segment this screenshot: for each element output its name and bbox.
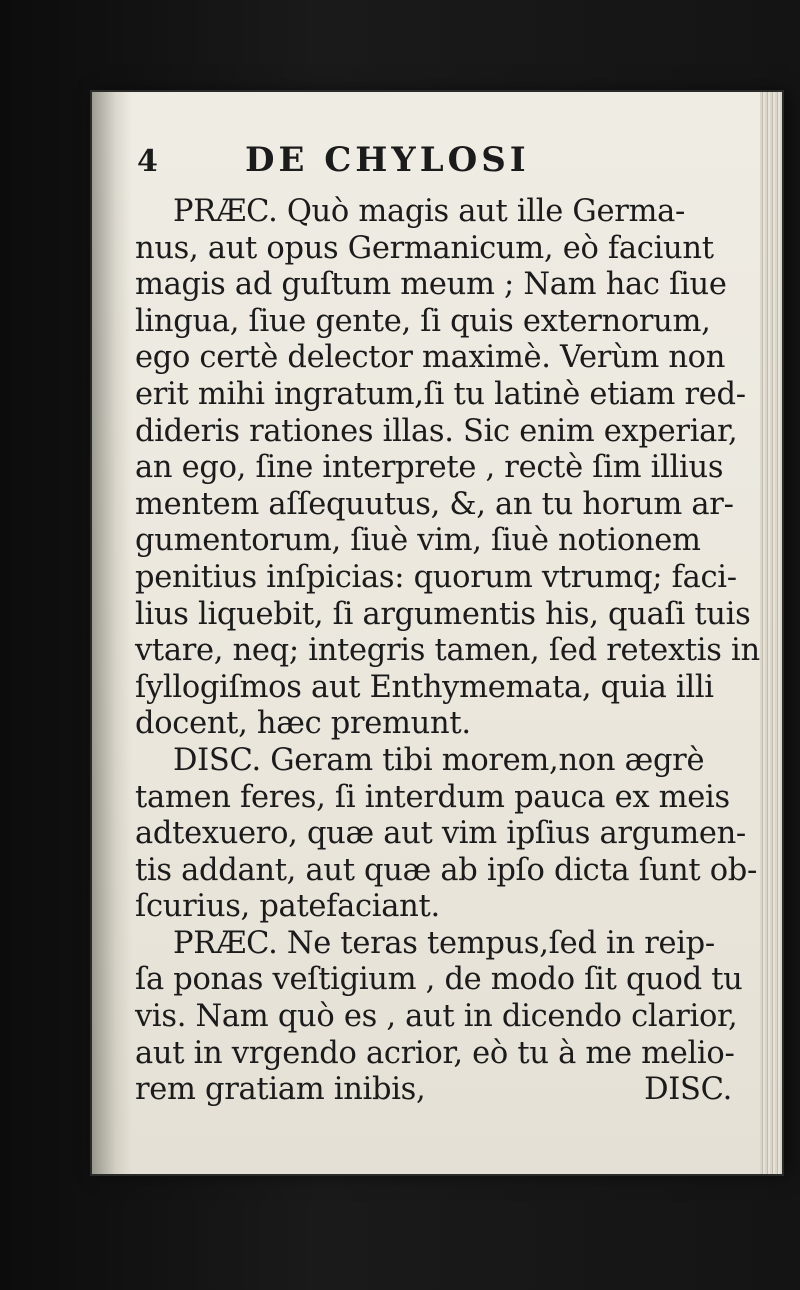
text-line: ſyllogiſmos aut Enthymemata, quia illi	[135, 669, 714, 705]
text-line: magis ad guſtum meum ; Nam hac ſiue	[135, 267, 727, 303]
text-line: erit mihi ingratum,ſi tu latinè etiam red-	[135, 376, 746, 412]
text-line: aut in vrgendo acrior, eò tu à me melio-	[135, 1035, 735, 1071]
text-line: lingua, ſiue gente, ſi quis externorum,	[135, 303, 711, 339]
text-line: tamen feres, ſi interdum pauca ex meis	[135, 779, 730, 815]
catchword: DISC.	[644, 1072, 732, 1108]
text-line: DISC. Geram tibi morem,non ægrè	[173, 742, 705, 778]
text-line: ſcurius, patefaciant.	[135, 889, 440, 925]
page-number: 4	[137, 144, 158, 179]
text-line: nus, aut opus Germanicum, eò faciunt	[135, 230, 714, 266]
text-line: ſa ponas veſtigium , de modo ſit quod tu	[135, 962, 743, 998]
text-line: tis addant, aut quæ ab ipſo dicta ſunt ob-	[135, 852, 758, 888]
page-header	[135, 140, 760, 192]
text-line-end: rem gratiam inibis,	[135, 1072, 426, 1108]
text-line: ego certè delector maximè. Verùm non	[135, 340, 726, 376]
text-line: dideris rationes illas. Sic enim experiar,	[135, 413, 738, 449]
text-line: gumentorum, ſiuè vim, ſiuè notionem	[135, 523, 701, 559]
text-line-last	[135, 1072, 760, 1109]
text-line: docent, hæc premunt.	[135, 706, 471, 742]
text-line: PRÆC. Ne teras tempus,ſed in reip-	[173, 925, 715, 961]
text-line: lius liquebit, ſi argumentis his, quaſi tuis	[135, 596, 751, 632]
text-line: vtare, neq; integris tamen, ſed retextis in	[135, 633, 760, 669]
text-line: penitius inſpicias: quorum vtrumq; faci-	[135, 559, 737, 595]
page-gutter-shadow	[92, 92, 132, 1174]
text-line: vis. Nam quò es , aut in dicendo clarior,	[135, 999, 738, 1035]
text-line: PRÆC. Quò magis aut ille Germa-	[173, 194, 685, 229]
page-text	[135, 140, 760, 1109]
text-line: mentem aſſequutus, &, an tu horum ar-	[135, 486, 734, 522]
text-line: adtexuero, quæ aut vim ipſius argumen-	[135, 816, 746, 852]
text-line: an ego, ſine interprete , rectè ſim illius	[135, 450, 724, 486]
running-title: DE CHYLOSI	[245, 140, 530, 180]
page-edge-stack	[760, 92, 782, 1174]
